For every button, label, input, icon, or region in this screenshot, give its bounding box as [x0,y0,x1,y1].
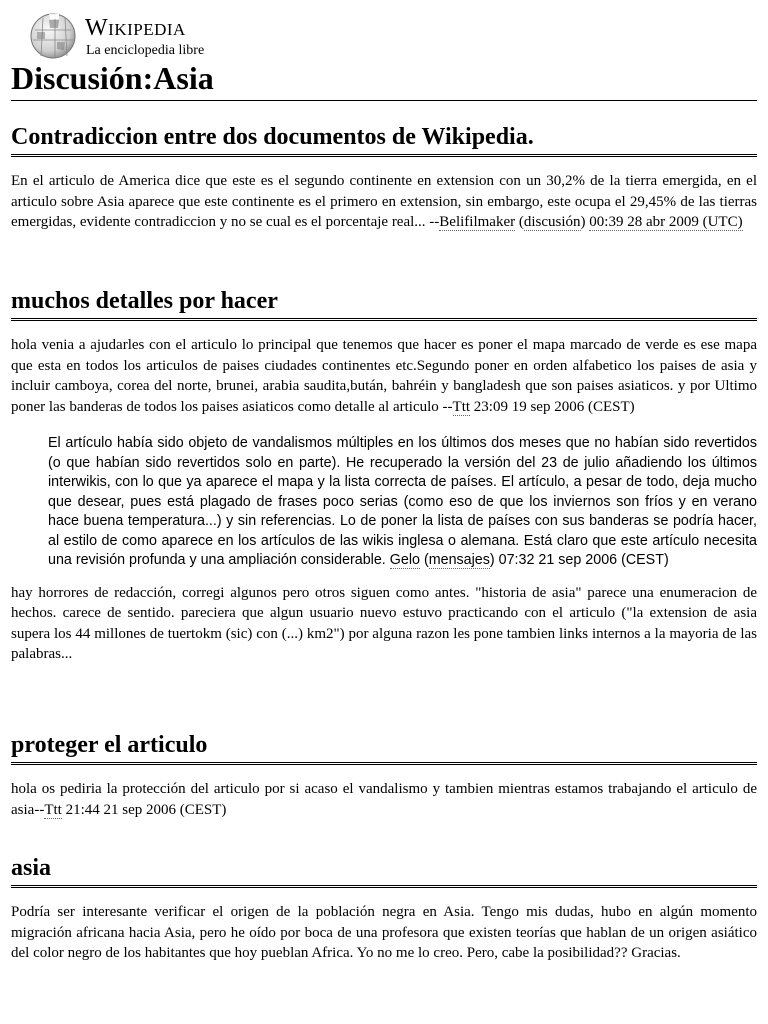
timestamp[interactable]: 00:39 28 abr 2009 (UTC) [589,214,743,230]
comment: Podría ser interesante verificar el origen de la población negra en Asia. Tengo mis dudas, hubo en algún momento migración africana hacia Asia, pero he oído por boca de una profesora que existen teorías que hablan de un origen asiático del color negro de los habitantes que hoy pueblan Africa. Yo no me lo creo. Pero, cabe la posibilidad?? Gracias. [11,904,757,961]
section-proteger [11,730,757,820]
user-link[interactable]: Gelo [389,552,420,568]
user-link[interactable]: Ttt [44,801,62,818]
section-heading: proteger el articulo [11,730,757,765]
section-heading: asia [11,853,757,888]
section-asia [11,853,757,964]
reply-comment: El artículo había sido objeto de vandalismos múltiples en los últimos dos meses que no habían sido revertidos (o que habían sido revertidos solo en parte). He recuperado la versión del 23 de julio añadiendo los últimos interwikis, con lo que ya aparece el mapa y la lista correcta de países. El artículo, a pesar de todo, deja mucho que desear, pues está plagado de frases poco serias (como eso de que los inviernos son fríos y en verano hace buena temperatura...) y sin referencias. Lo de poner la lista de países con sus banderas se podría hacer, al estilo de como aparece en los artículos de las wikis inglesa o alemana. Está claro que este artículo necesita una revisión profunda y una ampliación considerable. Gelo (mensajes) 07:32 21 sep 2006 (CEST) [48,435,757,568]
timestamp: 23:09 19 sep 2006 (CEST) [473,398,635,415]
section-contradiccion [11,122,757,233]
site-tagline: La enciclopedia libre [86,43,205,58]
user-talk-link[interactable]: mensajes [428,552,490,568]
timestamp: 21:44 21 sep 2006 (CEST) [65,801,227,818]
site-name: Wikipedia [85,15,186,41]
user-link[interactable]: Ttt [452,398,471,415]
timestamp: 07:32 21 sep 2006 (CEST) [498,552,669,568]
section-muchos-detalles [11,286,757,665]
wikipedia-logo[interactable] [29,12,249,62]
comment: hola os pediria la protección del articulo por si acaso el vandalismo y tambien mientras estamos trabajando el articulo de asia--Ttt 21:44 21 sep 2006 (CEST) [11,781,757,818]
comment: hola venia a ajudarles con el articulo lo principal que tenemos que hacer es poner el mapa marcado de verde es ese mapa que esta en todos los articulos de paises ciudades continentes etc.Segundo poner en orden alfabetico los paises de asia y incluir camboya, corea del norte, brunei, arabia saudita,bután, bahréin y bangladesh que son paises asiaticos. y por Ultimo poner las banderas de todos los paises asiaticos como detalle al articulo --Ttt 23:09 19 sep 2006 (CEST) [11,337,757,415]
comment: En el articulo de America dice que este es el segundo continente en extension con un 30,2% de la tierra emergida, en el articulo sobre Asia aparece que este continente es el primero en extension, sin embargo, este ocupa el 29,45% de las tierras emergidas, evidente contradiccion y no se cual es el porcentaje real... --Belifilmaker (discusión) 00:39 28 abr 2009 (UTC) [11,173,757,230]
page-title: Discusión:Asia [11,58,757,101]
section-heading: muchos detalles por hacer [11,286,757,321]
user-link[interactable]: Belifilmaker [439,214,516,230]
comment: hay horrores de redacción, corregi algunos pero otros siguen como antes. "historia de asia" parece una enumeracion de hechos. carece de sentido. pareciera que algun usuario nuevo estuvo practicando con el articulo ("la extension de asia supera los 44 millones de tuertokm (sic) con (...) km2") por alguna razon les pone tambien links internos a la mayoria de las palabras... [11,584,757,662]
user-talk-link[interactable]: discusión [523,214,581,230]
puzzle-globe-icon [29,12,77,60]
section-heading: Contradiccion entre dos documentos de Wikipedia. [11,122,757,157]
